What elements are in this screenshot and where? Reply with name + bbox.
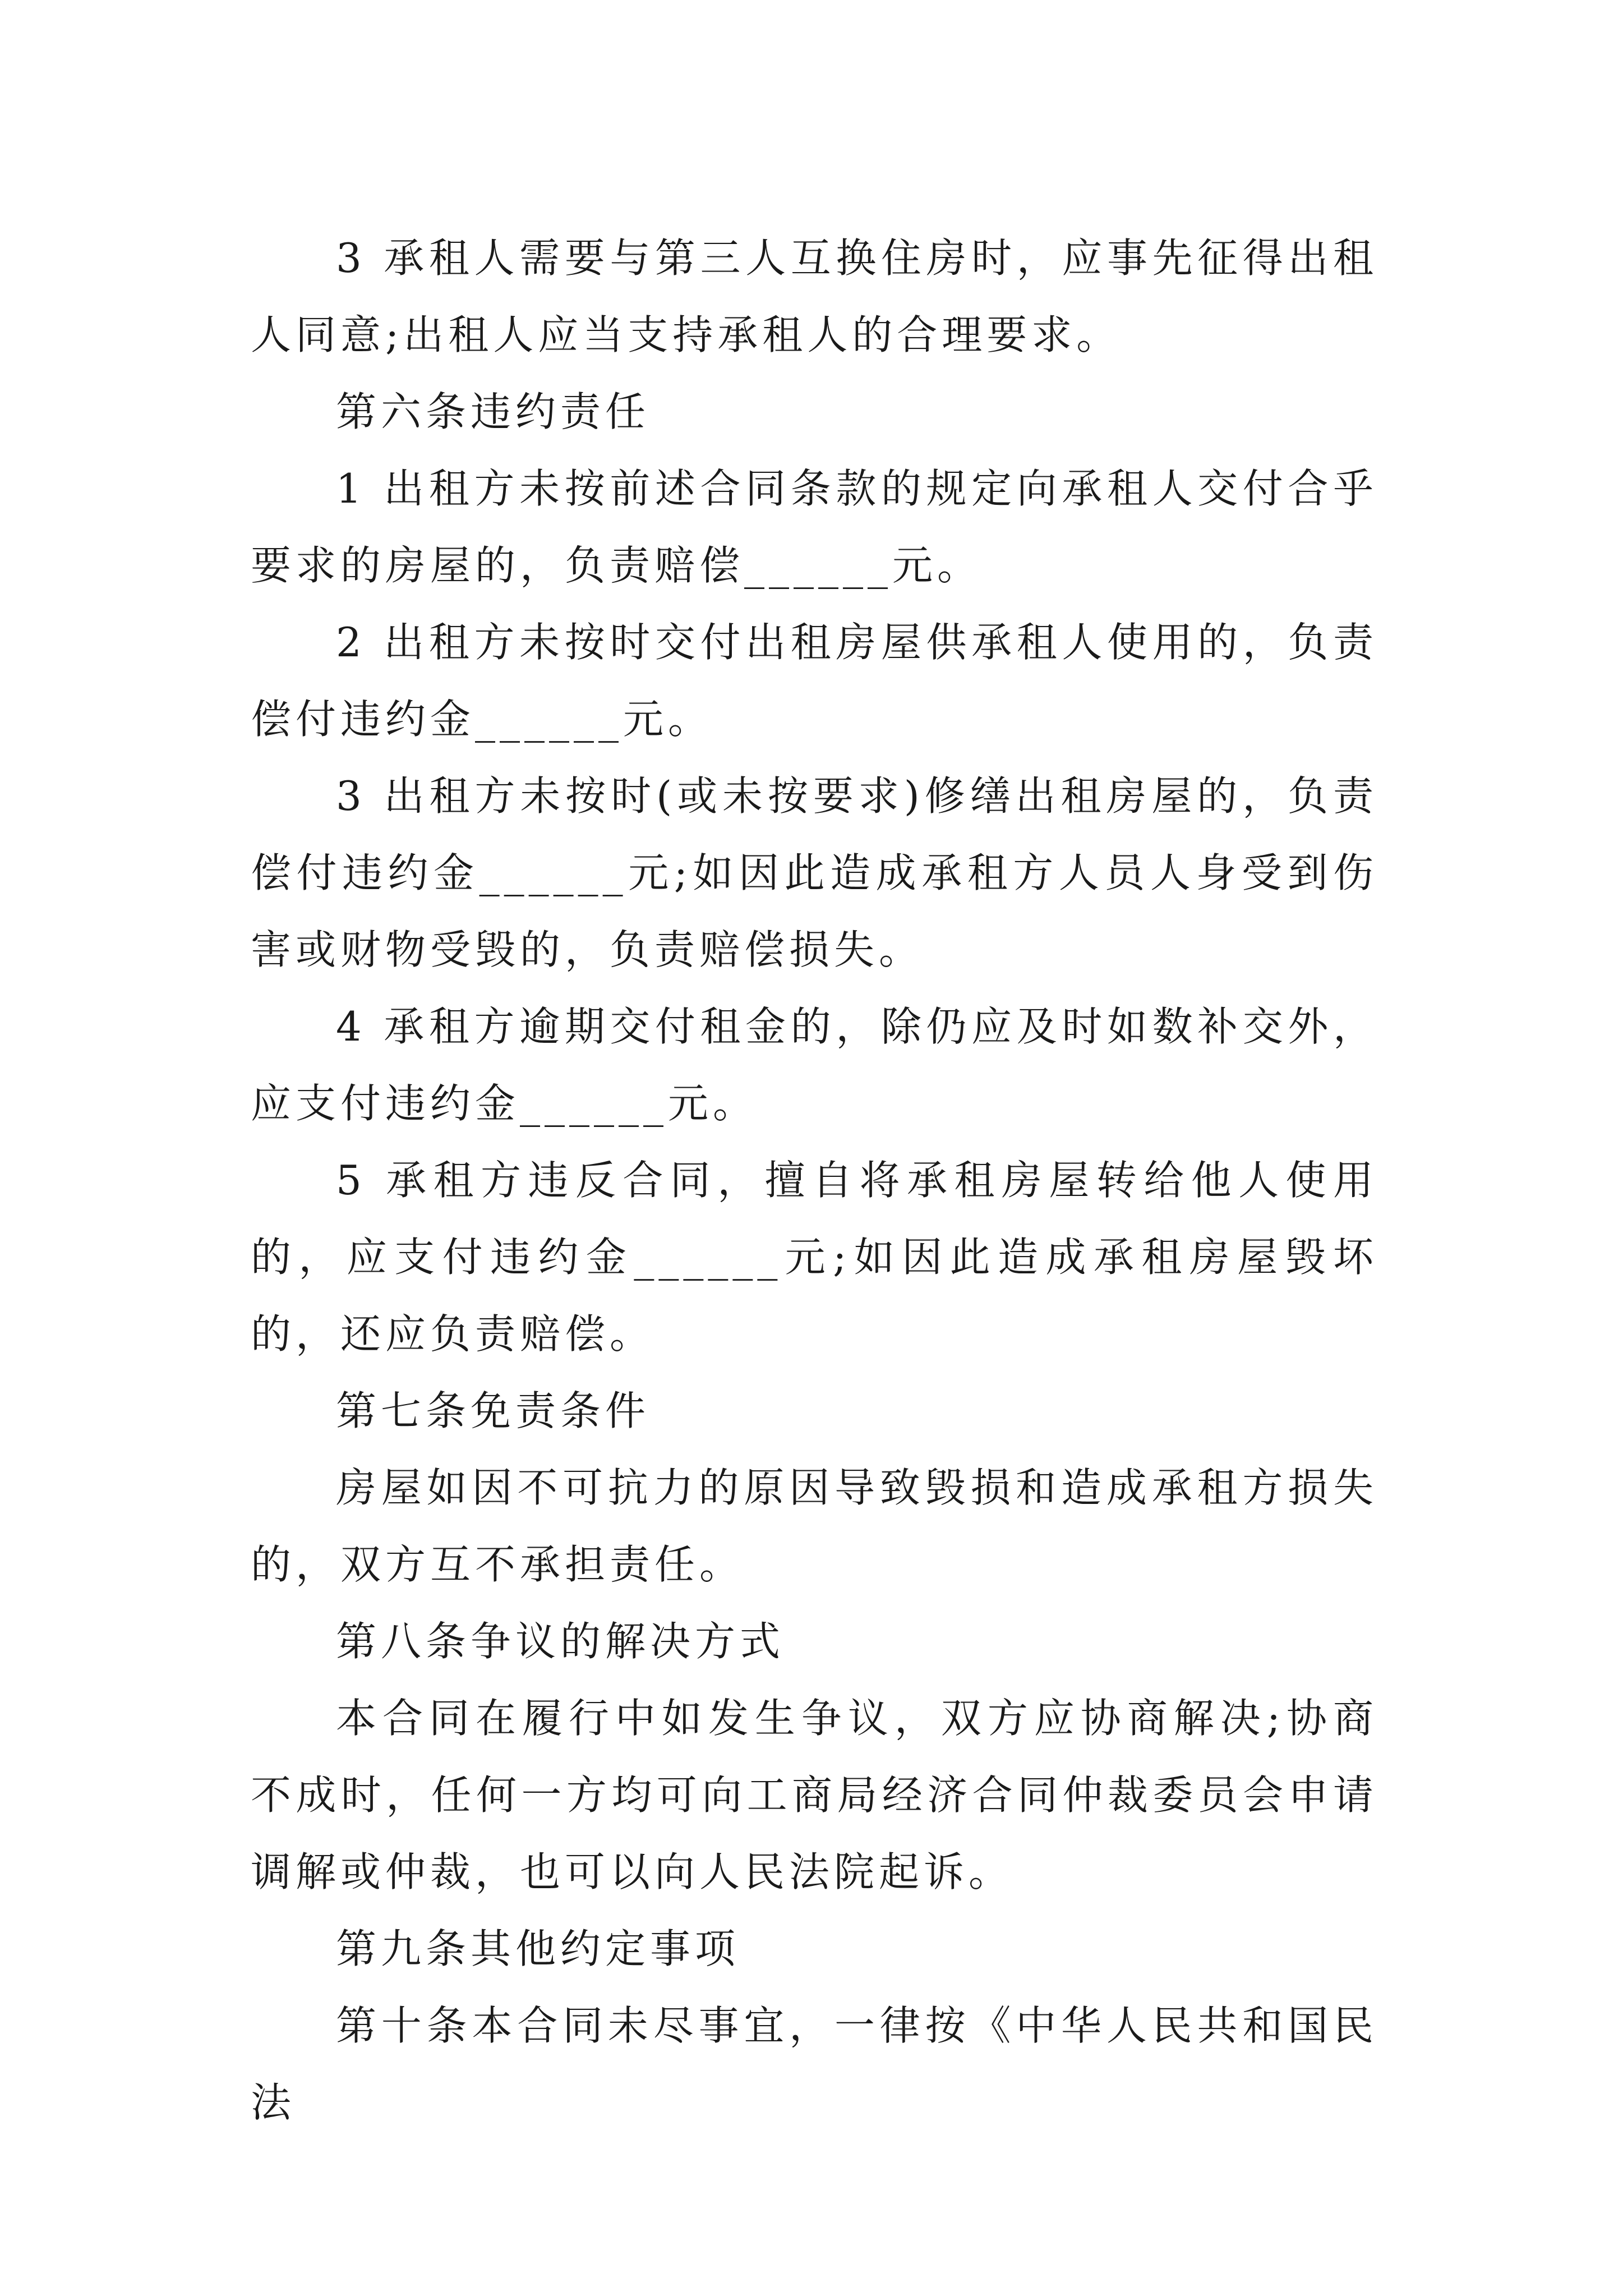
paragraph-liability-2: 2 出租方未按时交付出租房屋供承租人使用的，负责偿付违约金______元。 — [251, 619, 1378, 743]
paragraph-liability-5: 5 承租方违反合同，擅自将承租房屋转给他人使用的，应支付违约金______元;如因此造成承租房屋毁坏的，还应负责赔偿。 — [251, 1157, 1378, 1358]
section-heading-article-7: 第七条免责条件 — [336, 1387, 651, 1434]
paragraph-force-majeure: 房屋如因不可抗力的原因导致毁损和造成承租方损失的，双方互不承担责任。 — [251, 1464, 1378, 1588]
paragraph-liability-4: 4 承租方逾期交付租金的，除仍应及时如数补交外，应支付违约金______元。 — [251, 1003, 1378, 1127]
paragraph-dispute-resolution: 本合同在履行中如发生争议，双方应协商解决;协商不成时，任何一方均可向工商局经济合同仲裁委员会申请调解或仲裁，也可以向人民法院起诉。 — [251, 1695, 1378, 1895]
paragraph-article-10: 第十条本合同未尽事宜，一律按《中华人民共和国民法 — [251, 2002, 1378, 2126]
paragraph-liability-1: 1 出租方未按前述合同条款的规定向承租人交付合乎要求的房屋的，负责赔偿______元。 — [251, 465, 1378, 589]
section-heading-article-8: 第八条争议的解决方式 — [336, 1618, 785, 1665]
section-heading-article-6: 第六条违约责任 — [336, 388, 651, 435]
document-body — [251, 220, 1378, 2141]
paragraph-liability-3: 3 出租方未按时(或未按要求)修缮出租房屋的，负责偿付违约金______元;如因此造成承租方人员人身受到伤害或财物受毁的，负责赔偿损失。 — [251, 772, 1378, 973]
section-heading-article-9: 第九条其他约定事项 — [336, 1925, 740, 1972]
paragraph-exchange-housing: 3 承租人需要与第三人互换住房时，应事先征得出租人同意;出租人应当支持承租人的合理要求。 — [251, 234, 1378, 358]
